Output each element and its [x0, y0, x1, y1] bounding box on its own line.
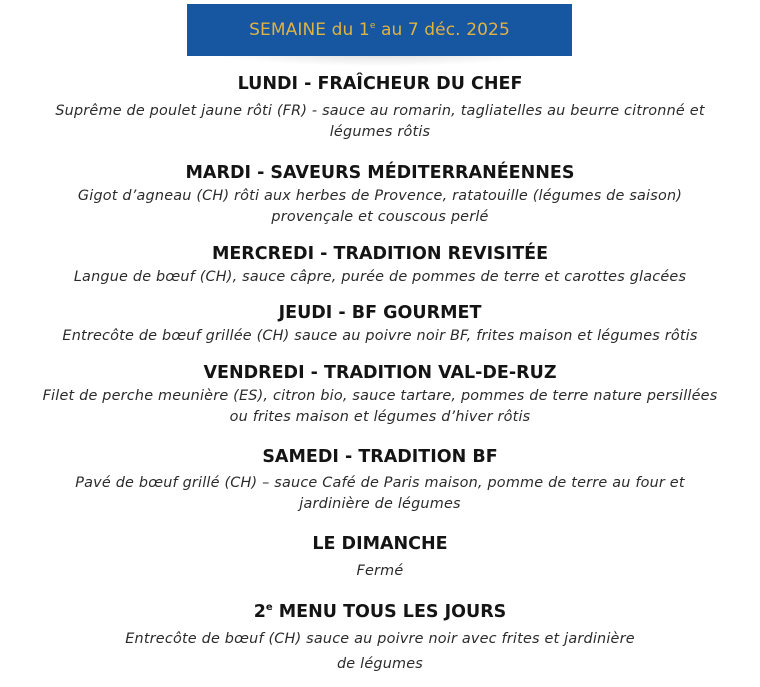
dish-saturday: Pavé de bœuf grillé (CH) – sauce Café de Paris maison, pomme de terre au four et jardinière de légumes — [75, 475, 685, 512]
dish-thursday: Entrecôte de bœuf grillée (CH) sauce au poivre noir BF, frites maison et légumes rôtis — [62, 328, 698, 344]
daily-menu-title: 2e MENU TOUS LES JOURS — [253, 602, 507, 622]
week-banner — [187, 4, 572, 56]
day-title-monday: LUNDI - FRAÎCHEUR DU CHEF — [237, 74, 523, 94]
dish-friday: Filet de perche meunière (ES), citron bio, sauce tartare, pommes de terre nature persillées ou frites maison et légumes d’hiver rôtis — [42, 388, 718, 425]
dish-daily-line1: Entrecôte de bœuf (CH) sauce au poivre noir avec frites et jardinière — [125, 631, 635, 647]
dish-monday: Suprême de poulet jaune rôti (FR) - sauce au romarin, tagliatelles au beurre citronné et légumes rôtis — [55, 103, 705, 140]
dish-wednesday: Langue de bœuf (CH), sauce câpre, purée de pommes de terre et carottes glacées — [73, 269, 687, 285]
day-title-tuesday: MARDI - SAVEURS MÉDITERRANÉENNES — [185, 163, 575, 183]
week-title: SEMAINE du 1e au 7 déc. 2025 — [249, 20, 510, 40]
day-title-wednesday: MERCREDI - TRADITION REVISITÉE — [211, 244, 549, 264]
dish-tuesday: Gigot d’agneau (CH) rôti aux herbes de Provence, ratatouille (légumes de saison) provençale et couscous perlé — [77, 188, 683, 225]
day-title-thursday: JEUDI - BF GOURMET — [278, 303, 482, 323]
dish-sunday: Fermé — [356, 563, 404, 579]
dish-daily-line2: de légumes — [336, 656, 424, 672]
day-title-saturday: SAMEDI - TRADITION BF — [262, 447, 498, 467]
day-title-friday: VENDREDI - TRADITION VAL-DE-RUZ — [203, 363, 557, 383]
day-title-sunday: LE DIMANCHE — [312, 534, 448, 554]
